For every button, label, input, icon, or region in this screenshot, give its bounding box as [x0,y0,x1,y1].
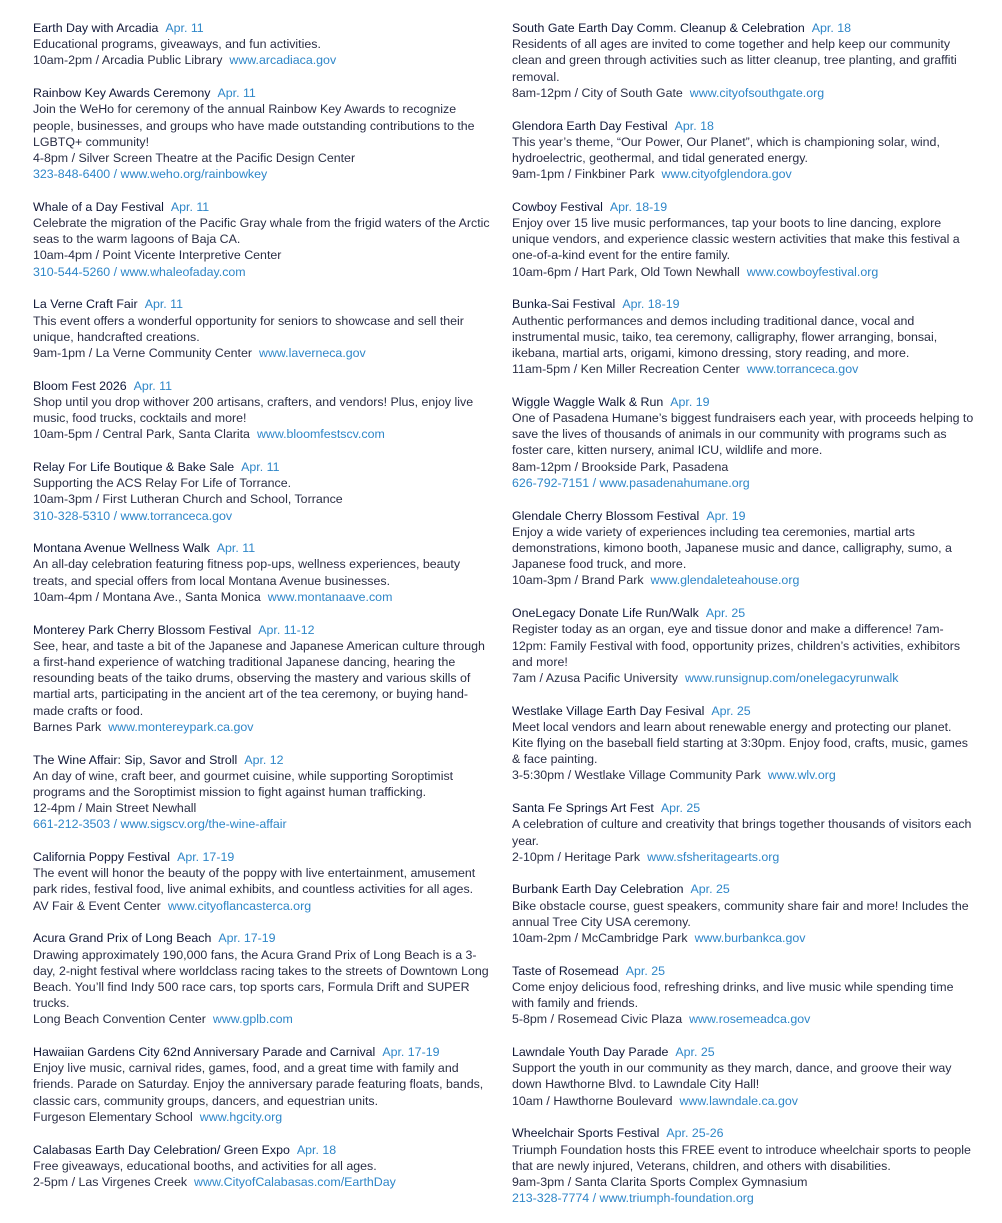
event-time-location: 7am / Azusa Pacific University [512,670,678,685]
event-description: Free giveaways, educational booths, and activities for all ages. [33,1158,377,1173]
event-details-line [512,670,974,686]
event-header [33,378,495,394]
event-time-location: AV Fair & Event Center [33,898,161,913]
event-header [512,1044,974,1060]
event-item [33,378,495,443]
event-header [33,85,495,101]
event-item [512,394,974,491]
event-header [512,20,974,36]
event-description: The event will honor the beauty of the poppy with live entertainment, amusement park rides, festival food, live animal exhibits, and countless activities for all ages. [33,866,476,897]
event-date: Apr. 19 [706,508,746,523]
event-date: Apr. 25 [675,1045,715,1060]
event-item [33,1142,495,1191]
event-description: Meet local vendors and learn about renewable energy and protecting our planet. Kite flying on the baseball field starting at 3:30pm. Enjoy food, crafts, music, games & face painting. [512,719,968,767]
event-time-location: 9am-1pm / Finkbiner Park [512,167,655,182]
event-contact-link[interactable]: 626-792-7151 / www.pasadenahumane.org [512,475,750,490]
event-item [512,1044,974,1109]
event-item [512,508,974,589]
event-description: Support the youth in our community as they march, dance, and groove their way down Hawthorne Blvd. to Lawndale City Hall! [512,1061,952,1092]
event-details-line [33,1174,495,1190]
event-details-line [512,572,974,588]
event-header [33,296,495,312]
event-header [512,703,974,719]
event-header [33,622,495,638]
event-item [512,963,974,1028]
event-description: This year’s theme, “Our Power, Our Planet”, which is championing solar, wind, hydroelectric, geothermal, and tidal generated energy. [512,134,940,165]
event-time-location: 2-5pm / Las Virgenes Creek [33,1174,188,1189]
event-website-link[interactable]: www.burbankca.gov [694,931,806,946]
event-title: Acura Grand Prix of Long Beach [33,931,212,946]
event-details-line [512,1011,974,1027]
event-item [33,296,495,361]
event-website-link[interactable]: www.runsignup.com/onelegacyrunwalk [684,670,899,685]
event-item [33,199,495,280]
event-description: See, hear, and taste a bit of the Japanese and Japanese American culture through a first-hand experience of watching traditional Japanese dancing, hearing the resounding beats of the taiko drums, observing the mastery and various skills of martial arts, participating in the ancient art of the tea ceremony, or buying hand-made crafts or food. [33,638,485,718]
event-description: Supporting the ACS Relay For Life of Torrance. [33,476,292,491]
event-date: Apr. 18 [674,118,714,133]
event-header [512,881,974,897]
event-item [33,752,495,833]
event-date: Apr. 11 [170,199,210,214]
event-header [512,394,974,410]
event-time-location: 11am-5pm / Ken Miller Recreation Center [512,362,740,377]
event-date: Apr. 11 [217,86,256,101]
event-details-line [33,589,495,605]
event-title: Taste of Rosemead [512,963,619,978]
event-header [512,800,974,816]
event-date: Apr. 17-19 [177,850,235,865]
event-header [512,605,974,621]
event-item [512,1125,974,1206]
event-details-line [33,719,495,735]
event-title: Cowboy Festival [512,199,603,214]
event-details-line [512,85,974,101]
event-contact-link[interactable]: 323-848-6400 / www.weho.org/rainbowkey [33,167,268,182]
event-title: Bunka-Sai Festival [512,297,616,312]
event-description: Enjoy live music, carnival rides, games, food, and a great time with family and friends. Parade on Saturday. Enjoy the anniversary parade featuring floats, bands, classic cars, community groups, dancers, and equestrian units. [33,1061,484,1108]
event-details-line [33,247,495,263]
event-title: Bloom Fest 2026 [33,378,127,393]
event-title: Montana Avenue Wellness Walk [33,541,210,556]
event-header [33,199,495,215]
event-time-location: 10am-2pm / McCambridge Park [512,931,688,946]
event-date: Apr. 25 [711,703,751,718]
event-description: Enjoy a wide variety of experiences including tea ceremonies, martial arts demonstrations, kimono booth, Japanese music and dance, calligraphy, sumo, a Japanese food truck, and more. [512,524,952,572]
event-website-link[interactable]: www.gplb.com [212,1012,293,1027]
event-contact-link[interactable]: 310-544-5260 / www.whaleofaday.com [33,264,246,279]
event-title: OneLegacy Donate Life Run/Walk [512,606,699,621]
event-description: This event offers a wonderful opportunity for seniors to showcase and sell their unique, handcrafted creations. [33,313,464,344]
event-date: Apr. 25 [660,801,701,816]
event-website-link[interactable]: www.hgcity.org [199,1109,283,1124]
event-description: Drawing approximately 190,000 fans, the Acura Grand Prix of Long Beach is a 3-day, 2-night festival where worldclass racing takes to the streets of Downtown Long Beach. You’ll find Indy 500 race cars, top sports cars, Formula Drift and SUPER trucks. [33,947,489,1011]
event-details-line [33,426,495,442]
event-time-location: Long Beach Convention Center [33,1012,206,1027]
event-header [33,930,495,946]
event-website-link[interactable]: www.sfsheritagearts.org [647,849,780,864]
event-time-location: Furgeson Elementary School [33,1109,193,1124]
event-time-location: 10am-3pm / Brand Park [512,573,644,588]
event-item [33,930,495,1027]
event-description: Triumph Foundation hosts this FREE event to introduce wheelchair sports to people that are newly injured, Veterans, children, and others with disabilities. [512,1142,971,1173]
event-item [33,540,495,605]
event-date: Apr. 19 [670,394,710,409]
event-date: Apr. 11 [144,297,184,312]
event-description: An all-day celebration featuring fitness pop-ups, wellness experiences, beauty treats, and special offers from local Montana Avenue businesses. [33,557,461,588]
event-header [33,20,495,36]
event-description: Come enjoy delicious food, refreshing drinks, and live music while spending time with family and friends. [512,979,954,1011]
event-details-line [33,898,495,914]
event-time-location: 10am-3pm / First Lutheran Church and School, Torrance [33,492,343,507]
event-time-location: 10am-6pm / Hart Park, Old Town Newhall [512,264,740,279]
event-details-line [33,1011,495,1027]
event-title: California Poppy Festival [33,850,171,865]
event-website-link[interactable]: www.laverneca.gov [259,345,366,360]
event-description: A celebration of culture and creativity that brings together thousands of visitors each year. [512,817,972,848]
event-time-location: 8am-12pm / Brookside Park, Pasadena [512,459,729,474]
event-website-link[interactable]: www.montanaave.com [267,589,393,604]
event-header [33,849,495,865]
event-time-location: 10am-4pm / Montana Ave., Santa Monica [33,589,261,604]
event-website-link[interactable]: www.lawndale.ca.gov [679,1093,798,1108]
event-item [512,800,974,865]
event-contact-link[interactable]: 310-328-5310 / www.torranceca.gov [33,508,233,523]
event-date: Apr. 25 [690,882,730,897]
event-item [512,703,974,784]
event-time-location: 4-8pm / Silver Screen Theatre at the Pacific Design Center [33,150,356,165]
event-details-line [33,345,495,361]
event-header [512,118,974,134]
event-website-link[interactable]: www.cityofsouthgate.org [689,85,825,100]
event-header [33,459,495,475]
event-website-link[interactable]: www.montereypark.ca.gov [108,719,254,734]
event-title: Glendale Cherry Blossom Festival [512,508,700,523]
event-item [512,118,974,183]
event-title: Calabasas Earth Day Celebration/ Green Expo [33,1142,290,1157]
event-time-location: 5-8pm / Rosemead Civic Plaza [512,1012,683,1027]
event-date: Apr. 18 [296,1142,337,1157]
event-details-line [512,767,974,783]
event-details-line [33,800,495,816]
event-title: La Verne Craft Fair [33,297,138,312]
event-time-location: 3-5:30pm / Westlake Village Community Park [512,768,761,783]
event-header [512,1125,974,1141]
event-time-location: Barnes Park [33,719,102,734]
event-header [33,540,495,556]
event-item [512,605,974,686]
event-description: Register today as an organ, eye and tissue donor and make a difference! 7am-12pm: Family Festival with food, opportunity prizes, children’s activities, exhibitors and more! [512,622,961,669]
event-description: Educational programs, giveaways, and fun activities. [33,37,321,52]
event-title: Santa Fe Springs Art Fest [512,801,654,816]
event-time-location: 2-10pm / Heritage Park [512,849,641,864]
event-description: Join the WeHo for ceremony of the annual Rainbow Key Awards to recognize people, businesses, and groups who have made outstanding contributions to the LGBTQ+ community! [33,102,475,149]
event-details-line [512,361,974,377]
event-header [512,199,974,215]
event-title: Whale of a Day Festival [33,199,164,214]
event-time-location: 12-4pm / Main Street Newhall [33,801,197,816]
event-date: Apr. 11 [165,21,204,35]
event-time-location: 8am-12pm / City of South Gate [512,85,683,100]
event-website-link[interactable]: www.glendaleteahouse.org [650,573,800,588]
event-description: Authentic performances and demos including traditional dance, vocal and instrumental music, taiko, tea ceremony, calligraphy, flower arranging, bonsai, ikebana, martial arts, origami, kimono dressing, story reading, and more. [512,313,938,360]
event-item [33,85,495,182]
event-date: Apr. 18-19 [622,297,680,312]
event-header [33,1044,495,1060]
event-website-link[interactable]: www.rosemeadca.gov [689,1012,811,1027]
event-time-location: 10am-4pm / Point Vicente Interpretive Center [33,248,282,263]
event-details-line [512,849,974,865]
event-header [512,963,974,979]
event-time-location: 10am / Hawthorne Boulevard [512,1093,673,1108]
event-website-link[interactable]: www.wlv.org [767,768,836,783]
event-description: Enjoy over 15 live music performances, tap your boots to line dancing, explore unique vendors, and experience classic western activities that make this festival a one-of-a-kind event for the entire family. [512,216,960,263]
event-details-line [33,150,495,166]
event-contact-link[interactable]: 213-328-7774 / www.triumph-foundation.org [512,1191,754,1206]
event-title: Lawndale Youth Day Parade [512,1045,669,1060]
event-details-line [512,459,974,475]
event-time-location: 9am-3pm / Santa Clarita Sports Complex Gymnasium [512,1174,808,1189]
event-website-link[interactable]: www.torranceca.gov [746,362,859,377]
event-description: Bike obstacle course, guest speakers, community share fair and more! Includes the annual Tree City USA ceremony. [512,898,969,929]
event-item [512,881,974,946]
event-description: One of Pasadena Humane’s biggest fundraisers each year, with proceeds helping to save the lives of thousands of animals in our community with programs such as foster care, kitten nursery, animal ICU, wildlife and more. [512,411,974,458]
event-title: Burbank Earth Day Celebration [512,882,684,897]
event-details-line [512,166,974,182]
event-details-line [512,264,974,280]
event-date: Apr. 17-19 [218,931,276,946]
event-website-link[interactable]: www.CityofCalabasas.com/EarthDay [194,1174,396,1189]
event-item [512,20,974,101]
event-website-link[interactable]: www.cityoflancasterca.org [167,898,312,913]
events-column-left [33,20,495,1207]
event-website-link[interactable]: www.bloomfestscv.com [256,427,385,442]
event-item [33,622,495,735]
event-title: Earth Day with Arcadia [33,21,159,35]
event-title: South Gate Earth Day Comm. Cleanup & Celebration [512,21,805,35]
event-item [512,199,974,280]
event-time-location: 9am-1pm / La Verne Community Center [33,345,252,360]
event-details-line [512,1174,974,1190]
event-date: Apr. 25 [625,963,666,978]
event-time-location: 10am-5pm / Central Park, Santa Clarita [33,427,250,442]
event-item [33,459,495,524]
event-description: Shop until you drop withover 200 artisans, crafters, and vendors! Plus, enjoy live music, food trucks, cocktails and more! [33,394,474,426]
event-header [33,752,495,768]
event-title: Westlake Village Earth Day Fesival [512,703,705,718]
event-date: Apr. 25-26 [666,1126,724,1141]
event-contact-link[interactable]: 661-212-3503 / www.sigscv.org/the-wine-affair [33,817,287,832]
event-item [33,20,495,69]
event-website-link[interactable]: www.cityofglendora.gov [661,167,792,182]
event-date: Apr. 11 [216,541,256,556]
event-date: Apr. 11 [241,459,280,474]
event-details-line [33,491,495,507]
event-description: Residents of all ages are invited to come together and help keep our community clean and green through activities such as litter cleanup, tree planting, and graffiti removal. [512,37,957,84]
event-title: Rainbow Key Awards Ceremony [33,86,211,101]
event-header [512,508,974,524]
event-title: Relay For Life Boutique & Bake Sale [33,459,235,474]
event-title: Hawaiian Gardens City 62nd Anniversary Parade and Carnival [33,1045,376,1060]
events-column-right [512,20,974,1223]
event-website-link[interactable]: www.cowboyfestival.org [746,264,879,279]
event-date: Apr. 12 [244,752,284,767]
event-date: Apr. 25 [705,606,746,621]
event-details-line [512,930,974,946]
event-date: Apr. 18-19 [609,199,668,214]
event-details-line [512,1093,974,1109]
event-details-line [33,1109,495,1125]
event-title: Wiggle Waggle Walk & Run [512,394,664,409]
event-title: Wheelchair Sports Festival [512,1126,660,1141]
event-date: Apr. 17-19 [382,1045,440,1060]
event-item [512,296,974,377]
event-header [512,296,974,312]
event-time-location: 10am-2pm / Arcadia Public Library [33,53,223,68]
event-date: Apr. 11-12 [258,622,315,637]
event-header [33,1142,495,1158]
event-details-line [33,52,495,68]
event-date: Apr. 18 [811,21,851,35]
event-title: Glendora Earth Day Festival [512,118,668,133]
event-item [33,849,495,914]
event-title: The Wine Affair: Sip, Savor and Stroll [33,752,238,767]
event-date: Apr. 11 [133,378,173,393]
event-description: Celebrate the migration of the Pacific Gray whale from the frigid waters of the Arctic seas to the warm lagoons of Baja CA. [33,216,490,247]
event-item [33,1044,495,1125]
event-title: Monterey Park Cherry Blossom Festival [33,622,252,637]
event-website-link[interactable]: www.arcadiaca.gov [229,53,337,68]
event-description: An day of wine, craft beer, and gourmet cuisine, while supporting Soroptimist programs and the Soroptimist mission to fight against human trafficking. [33,768,454,799]
